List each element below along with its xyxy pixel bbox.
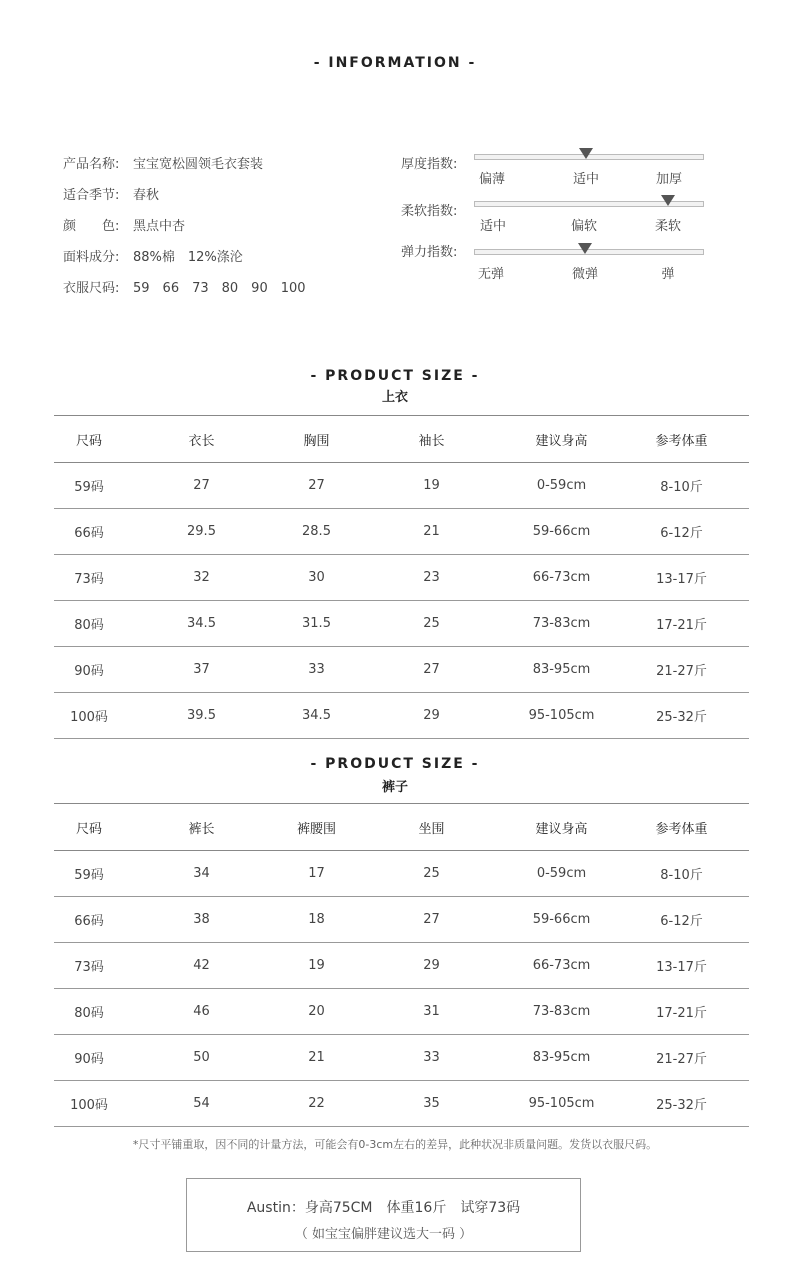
table-cell: 100码 (54, 693, 124, 739)
table-cell: 17-21斤 (614, 989, 749, 1035)
scale-option: 适中 (572, 172, 599, 187)
scale-option: 无弹 (477, 267, 504, 282)
info-row-fabric (63, 246, 306, 277)
table-cell: 17 (279, 851, 354, 897)
table-cell: 27 (354, 897, 509, 943)
table-cell: 31.5 (279, 601, 354, 647)
table-cell: 83-95cm (509, 647, 614, 693)
table-cell: 19 (279, 943, 354, 989)
table-cell: 59-66cm (509, 897, 614, 943)
table-row (54, 1081, 749, 1127)
info-label: 适合季节: (63, 188, 120, 203)
scale-marker-icon (579, 148, 593, 159)
table-cell: 46 (124, 989, 279, 1035)
measurement-note: *尺寸平铺重取，因不同的计量方法，可能会有0-3cm左右的差异，此种状况非质量问题。发货以衣服尺码。 (132, 1138, 658, 1151)
pants-size-heading: - PRODUCT SIZE - (310, 756, 480, 772)
table-cell: 0-59cm (509, 463, 614, 509)
table-cell: 21-27斤 (614, 647, 749, 693)
column-header: 尺码 (54, 416, 124, 463)
table-row (54, 989, 749, 1035)
column-header: 裤长 (124, 804, 279, 851)
scale-label: 柔软指数: (401, 204, 458, 219)
model-advice: （ 如宝宝偏胖建议选大一码 ） (294, 1227, 473, 1242)
column-header: 裤腰围 (279, 804, 354, 851)
scale-marker-icon (578, 243, 592, 254)
table-cell: 13-17斤 (614, 555, 749, 601)
column-header: 建议身高 (509, 416, 614, 463)
column-header: 尺码 (54, 804, 124, 851)
table-cell: 54 (124, 1081, 279, 1127)
table-cell: 66-73cm (509, 943, 614, 989)
table-cell: 59码 (54, 463, 124, 509)
table-cell: 17-21斤 (614, 601, 749, 647)
table-cell: 66码 (54, 509, 124, 555)
info-value: 黑点中杏 (133, 219, 186, 234)
scale-option: 柔软 (654, 219, 681, 234)
info-label: 产品名称: (63, 157, 120, 172)
table-cell: 8-10斤 (614, 463, 749, 509)
info-row-color (63, 215, 306, 246)
table-cell: 20 (279, 989, 354, 1035)
table-cell: 42 (124, 943, 279, 989)
table-cell: 66-73cm (509, 555, 614, 601)
table-cell: 27 (124, 463, 279, 509)
table-cell: 21-27斤 (614, 1035, 749, 1081)
table-cell: 27 (354, 647, 509, 693)
table-cell: 25-32斤 (614, 693, 749, 739)
table-row (54, 601, 749, 647)
table-row (54, 647, 749, 693)
info-row-season (63, 184, 306, 215)
table-cell: 34.5 (124, 601, 279, 647)
table-cell: 32 (124, 555, 279, 601)
table-cell: 83-95cm (509, 1035, 614, 1081)
table-header-row (54, 416, 749, 463)
info-label: 面料成分: (63, 250, 120, 265)
scale-option: 弹 (661, 267, 675, 282)
table-cell: 21 (354, 509, 509, 555)
table-cell: 95-105cm (509, 693, 614, 739)
table-cell: 18 (279, 897, 354, 943)
pants-size-subheading: 裤子 (381, 780, 408, 795)
table-cell: 73码 (54, 555, 124, 601)
table-cell: 30 (279, 555, 354, 601)
column-header: 胸围 (279, 416, 354, 463)
table-cell: 6-12斤 (614, 897, 749, 943)
table-cell: 90码 (54, 647, 124, 693)
scale-option: 偏薄 (478, 172, 505, 187)
table-cell: 33 (354, 1035, 509, 1081)
table-row (54, 555, 749, 601)
thickness-scale (401, 153, 721, 193)
top-size-subheading: 上衣 (381, 390, 408, 405)
column-header: 参考体重 (614, 416, 749, 463)
table-cell: 21 (279, 1035, 354, 1081)
table-cell: 13-17斤 (614, 943, 749, 989)
scale-label: 厚度指数: (401, 157, 458, 172)
pants-size-table (54, 803, 749, 1127)
info-row-sizes (63, 277, 306, 308)
table-cell: 50 (124, 1035, 279, 1081)
info-list (63, 153, 306, 308)
table-cell: 22 (279, 1081, 354, 1127)
table-cell: 38 (124, 897, 279, 943)
column-header: 参考体重 (614, 804, 749, 851)
table-cell: 34.5 (279, 693, 354, 739)
table-cell: 34 (124, 851, 279, 897)
table-cell: 33 (279, 647, 354, 693)
model-stats: Austin：身高75CM 体重16斤 试穿73码 (246, 1200, 521, 1216)
info-value: 春秋 (133, 188, 160, 203)
column-header: 建议身高 (509, 804, 614, 851)
table-cell: 37 (124, 647, 279, 693)
table-cell: 29.5 (124, 509, 279, 555)
table-cell: 59-66cm (509, 509, 614, 555)
top-size-table (54, 415, 749, 739)
table-cell: 100码 (54, 1081, 124, 1127)
table-cell: 73-83cm (509, 601, 614, 647)
information-heading: - INFORMATION - (313, 55, 477, 71)
scale-option: 微弹 (571, 267, 598, 282)
info-value: 88%棉 12%涤沦 (133, 250, 243, 265)
table-row (54, 851, 749, 897)
column-header: 袖长 (354, 416, 509, 463)
table-cell: 73码 (54, 943, 124, 989)
column-header: 衣长 (124, 416, 279, 463)
table-cell: 29 (354, 693, 509, 739)
table-cell: 95-105cm (509, 1081, 614, 1127)
table-cell: 19 (354, 463, 509, 509)
table-cell: 73-83cm (509, 989, 614, 1035)
scale-option: 加厚 (655, 172, 682, 187)
scale-option: 适中 (479, 219, 506, 234)
table-cell: 8-10斤 (614, 851, 749, 897)
info-value: 宝宝宽松圆领毛衣套装 (133, 157, 264, 172)
table-cell: 80码 (54, 989, 124, 1035)
table-row (54, 943, 749, 989)
table-row (54, 509, 749, 555)
table-cell: 25 (354, 601, 509, 647)
top-size-heading: - PRODUCT SIZE - (310, 368, 480, 384)
table-header-row (54, 804, 749, 851)
info-row-name (63, 153, 306, 184)
info-label: 颜 色: (63, 219, 120, 234)
softness-scale (401, 200, 721, 240)
info-label: 衣服尺码: (63, 281, 120, 296)
table-cell: 25-32斤 (614, 1081, 749, 1127)
scale-label: 弹力指数: (401, 245, 458, 260)
table-row (54, 463, 749, 509)
table-row (54, 1035, 749, 1081)
table-cell: 66码 (54, 897, 124, 943)
table-cell: 39.5 (124, 693, 279, 739)
scale-marker-icon (661, 195, 675, 206)
table-cell: 31 (354, 989, 509, 1035)
table-cell: 0-59cm (509, 851, 614, 897)
table-cell: 28.5 (279, 509, 354, 555)
table-cell: 59码 (54, 851, 124, 897)
table-row (54, 897, 749, 943)
elasticity-scale (401, 245, 721, 288)
table-cell: 90码 (54, 1035, 124, 1081)
info-value: 59 66 73 80 90 100 (133, 281, 306, 296)
table-row (54, 693, 749, 739)
scale-option: 偏软 (570, 219, 597, 234)
table-cell: 35 (354, 1081, 509, 1127)
table-cell: 6-12斤 (614, 509, 749, 555)
model-info-box (186, 1178, 581, 1252)
column-header: 坐围 (354, 804, 509, 851)
table-cell: 23 (354, 555, 509, 601)
table-cell: 80码 (54, 601, 124, 647)
table-cell: 27 (279, 463, 354, 509)
table-cell: 25 (354, 851, 509, 897)
table-cell: 29 (354, 943, 509, 989)
